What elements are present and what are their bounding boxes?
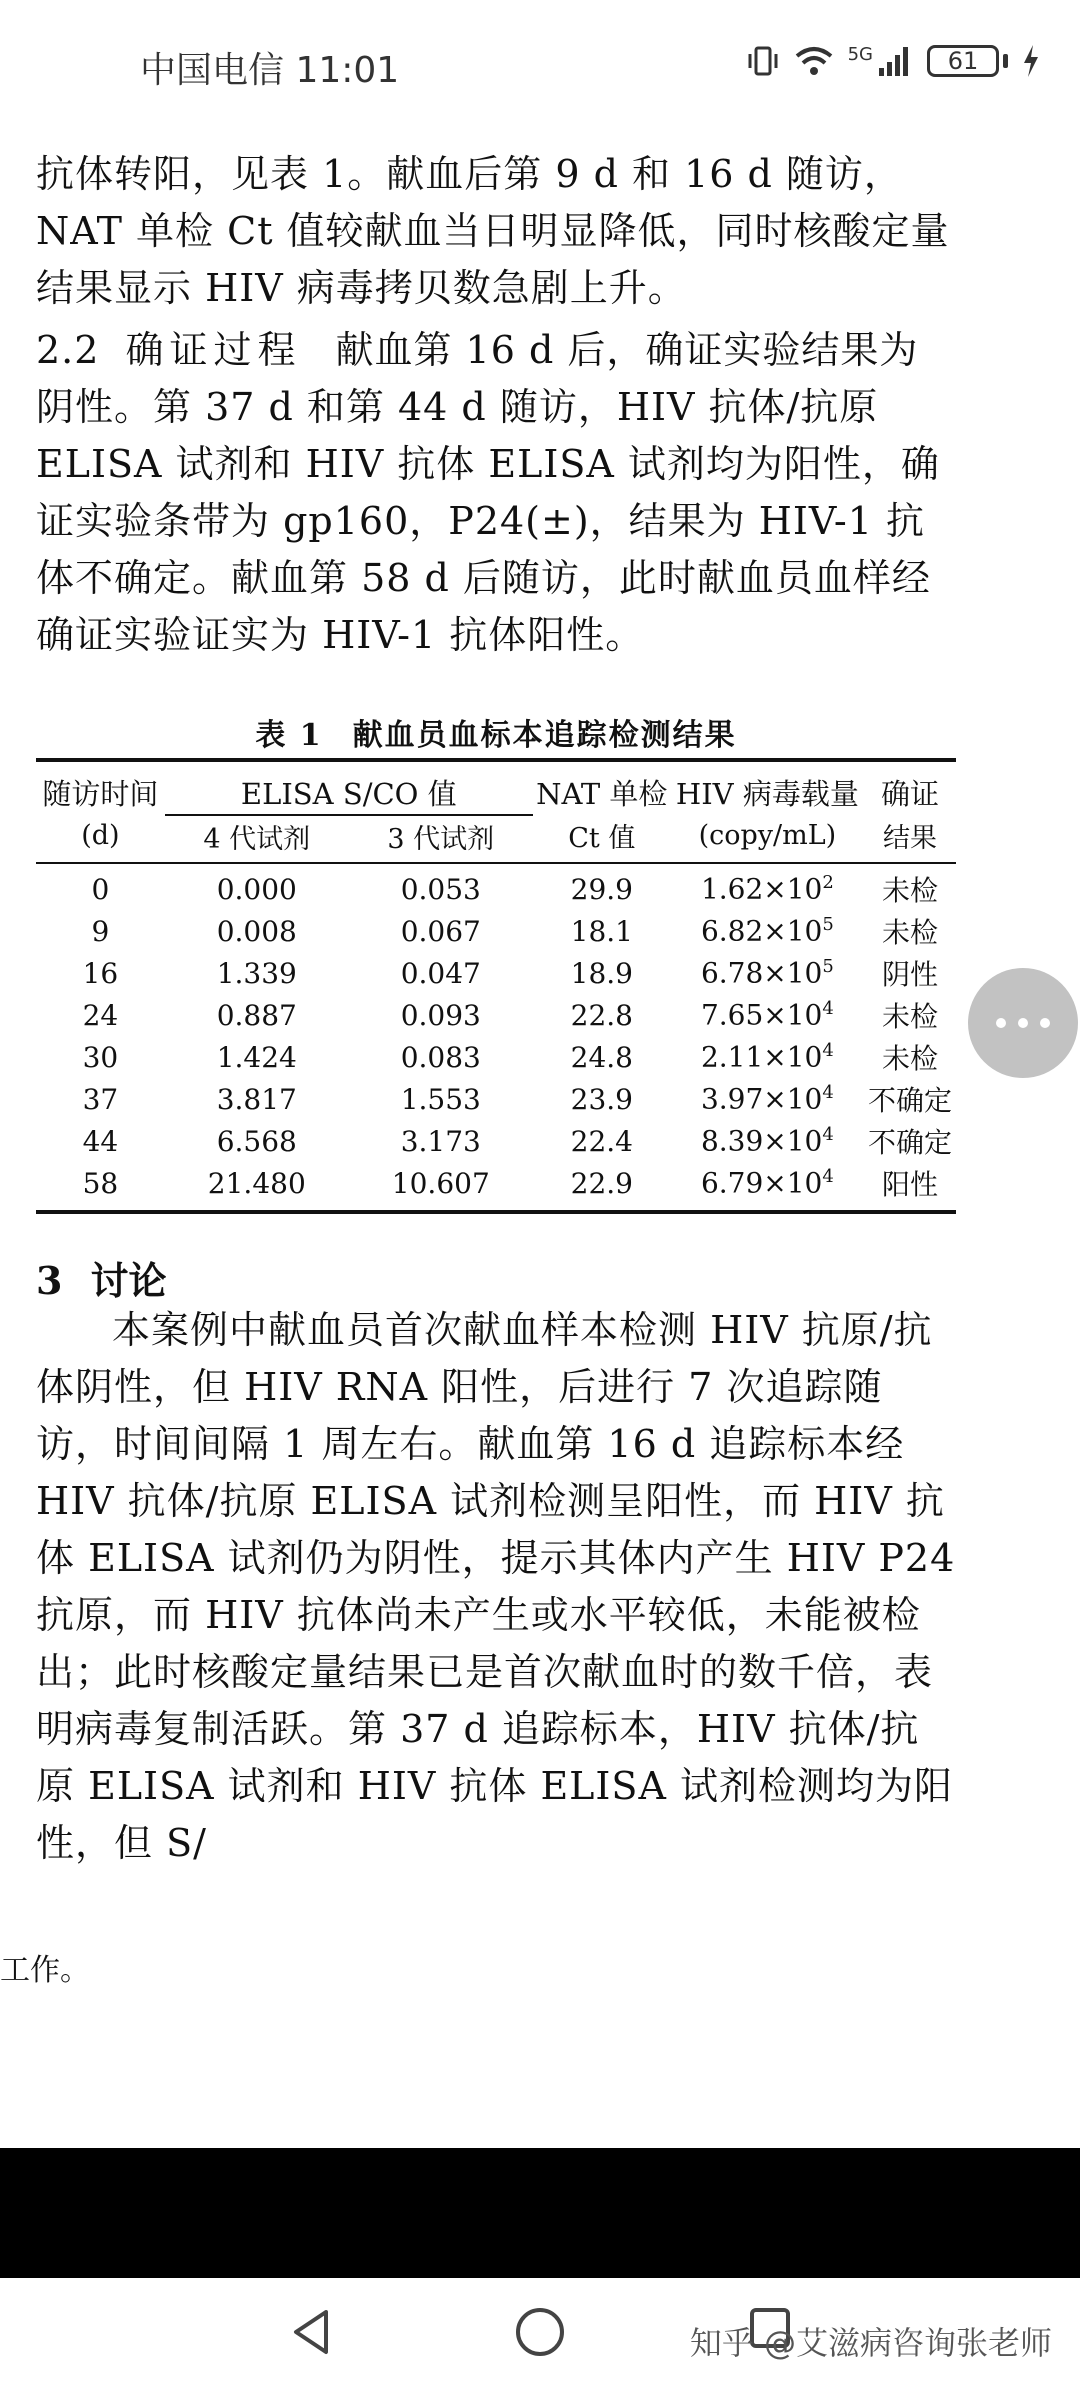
- status-icons: [746, 44, 1040, 78]
- cell-gen4: 0.887: [216, 998, 297, 1032]
- cell-viral-load: [671, 863, 864, 910]
- header-day: 随访时间: [42, 777, 159, 811]
- viral-load-exponent: 2: [822, 872, 834, 894]
- cell-ct: 22.4: [570, 1124, 633, 1158]
- cell-viral-load: [671, 1078, 864, 1120]
- dot-icon: [996, 1018, 1006, 1028]
- table-title: 献血员血标本追踪检测结果: [352, 718, 737, 753]
- cell-gen4: 21.480: [207, 1166, 306, 1200]
- results-table: [36, 758, 956, 1214]
- viral-load-exponent: 5: [822, 956, 834, 978]
- cell-result: 阳性: [881, 1168, 938, 1201]
- table-row: [36, 1162, 956, 1212]
- viral-load-exponent: 4: [822, 1040, 834, 1062]
- watermark: 知乎 @艾滋病咨询张老师: [689, 2324, 1052, 2362]
- cell-day: 44: [82, 1124, 119, 1158]
- home-icon[interactable]: [510, 2302, 570, 2362]
- cell-viral-load: [671, 1162, 864, 1212]
- cell-gen3: 0.067: [400, 914, 481, 948]
- cell-ct: 24.8: [570, 1040, 633, 1074]
- cell-viral-load: [671, 1036, 864, 1078]
- header-gen4: 4 代试剂: [203, 823, 311, 855]
- wifi-icon: [794, 44, 834, 78]
- header-nat: NAT 单检: [536, 777, 668, 811]
- battery-icon: [927, 45, 1008, 77]
- cell-gen3: 3.173: [400, 1124, 481, 1158]
- cell-gen3: 0.047: [400, 956, 481, 990]
- cell-gen4: 6.568: [216, 1124, 297, 1158]
- table-row: [36, 994, 956, 1036]
- cell-gen4: 0.008: [216, 914, 297, 948]
- viral-load-mantissa: 3.97×10: [700, 1082, 823, 1116]
- viral-load-mantissa: 8.39×10: [700, 1124, 823, 1158]
- viral-load-mantissa: 7.65×10: [700, 998, 823, 1032]
- cell-gen4: 3.817: [216, 1082, 297, 1116]
- back-icon[interactable]: [282, 2302, 342, 2362]
- viral-load-exponent: 5: [822, 914, 834, 936]
- cell-viral-load: [671, 952, 864, 994]
- cell-gen3: 10.607: [391, 1166, 490, 1200]
- network-type: 5G: [847, 43, 873, 65]
- cell-day: 37: [82, 1082, 119, 1116]
- paragraph-3: 本案例中献血员首次献血样本检测 HIV 抗原/抗体阴性，但 HIV RNA 阳性，后进行 7 次追踪随访，时间间隔 1 周左右。献血第 16 d 追踪标本经 HIV 抗体/抗原 ELISA 试剂检测呈阳性，而 HIV 抗体 ELISA 试剂仍为阴性，提示其体内产生 HIV P24 抗原，而 HIV 抗体尚未产生或水平较低，未能被检出；此时核酸定量结果已是首次献血时的数千倍，表明病毒复制活跃。第 37 d 追踪标本，HIV 抗体/抗原 ELISA 试剂和 HIV 抗体 ELISA 试剂检测均为阳性，但 S/: [36, 1308, 956, 1865]
- cell-ct: 22.8: [570, 998, 633, 1032]
- battery-level: 61: [947, 47, 979, 75]
- paragraph-2: [36, 322, 956, 664]
- dot-icon: [1018, 1018, 1028, 1028]
- cell-gen4: 0.000: [216, 872, 297, 906]
- header-day-unit: (d): [81, 820, 120, 851]
- header-result: 结果: [882, 823, 937, 854]
- cell-day: 0: [91, 872, 110, 906]
- viral-load-mantissa: 2.11×10: [700, 1040, 823, 1074]
- cell-result: 未检: [881, 874, 938, 907]
- cell-gen3: 1.553: [400, 1082, 481, 1116]
- header-gen3: 3 代试剂: [387, 823, 495, 855]
- more-options-button[interactable]: [968, 968, 1078, 1078]
- black-band: [0, 2148, 1080, 2278]
- paragraph-2-text: 献血第 16 d 后，确证实验结果为阴性。第 37 d 和第 44 d 随访，HIV 抗体/抗原 ELISA 试剂和 HIV 抗体 ELISA 试剂均为阳性，确证实验条带为 gp160，P24(±)，结果为 HIV-1 抗体不确定。献血第 58 d 后随访，此时献血员血样经确证实验证实为 HIV-1 抗体阳性。: [36, 328, 940, 657]
- viral-load-exponent: 4: [822, 1124, 834, 1146]
- table-row: [36, 1078, 956, 1120]
- section-title: 确证过程: [125, 328, 302, 372]
- cell-gen4: 1.339: [216, 956, 297, 990]
- header-viral-load: HIV 病毒载量: [675, 777, 859, 811]
- carrier-time: 中国电信 11:01: [140, 50, 400, 91]
- cell-gen4: 1.424: [216, 1040, 297, 1074]
- header-confirm: 确证: [880, 777, 939, 811]
- cell-result: 不确定: [867, 1084, 952, 1117]
- cell-viral-load: [671, 1120, 864, 1162]
- table-row: [36, 863, 956, 910]
- table-row: [36, 952, 956, 994]
- table-row: [36, 910, 956, 952]
- header-ct: Ct 值: [568, 823, 636, 854]
- section-3-title: 讨论: [90, 1258, 167, 1303]
- cell-result: 阴性: [881, 958, 938, 991]
- section-number: 2.2: [36, 328, 100, 372]
- navigation-bar: [0, 2278, 1080, 2400]
- table-caption: [36, 710, 956, 754]
- section-3-heading: [36, 1250, 166, 1305]
- paragraph-1: 抗体转阳，见表 1。献血后第 9 d 和 16 d 随访，NAT 单检 Ct 值较献血当日明显降低，同时核酸定量结果显示 HIV 病毒拷贝数急剧上升。: [36, 152, 950, 310]
- cell-day: 24: [82, 998, 119, 1032]
- cell-viral-load: [671, 994, 864, 1036]
- viral-load-mantissa: 1.62×10: [700, 872, 823, 906]
- cell-ct: 18.1: [570, 914, 633, 948]
- status-bar: [0, 0, 1080, 130]
- header-elisa: ELISA S/CO 值: [165, 760, 533, 815]
- section-3-number: 3: [36, 1258, 63, 1303]
- cell-result: 未检: [881, 1042, 938, 1075]
- cell-ct: 22.9: [570, 1166, 633, 1200]
- cell-viral-load: [671, 910, 864, 952]
- charging-icon: [1022, 45, 1040, 77]
- viral-load-exponent: 4: [822, 998, 834, 1020]
- cell-result: 未检: [881, 916, 938, 949]
- table-row: [36, 1036, 956, 1078]
- cell-ct: 18.9: [570, 956, 633, 990]
- cell-ct: 29.9: [570, 872, 633, 906]
- viral-load-mantissa: 6.79×10: [700, 1166, 823, 1200]
- vibrate-icon: [746, 44, 780, 78]
- text-fragment: 工作。: [0, 1953, 90, 1988]
- cell-day: 30: [82, 1040, 119, 1074]
- cell-day: 9: [91, 914, 110, 948]
- viral-load-exponent: 4: [822, 1166, 834, 1188]
- signal-icon: [877, 44, 913, 78]
- cell-gen3: 0.053: [400, 872, 481, 906]
- header-vl-unit: (copy/mL): [698, 820, 837, 851]
- cell-gen3: 0.093: [400, 998, 481, 1032]
- cell-day: 58: [82, 1166, 119, 1200]
- viral-load-mantissa: 6.82×10: [700, 914, 823, 948]
- viral-load-mantissa: 6.78×10: [700, 956, 823, 990]
- dot-icon: [1040, 1018, 1050, 1028]
- cell-result: 不确定: [867, 1126, 952, 1159]
- cell-result: 未检: [881, 1000, 938, 1033]
- cell-day: 16: [82, 956, 119, 990]
- table-number: 表 1: [255, 718, 323, 753]
- table-row: [36, 1120, 956, 1162]
- viral-load-exponent: 4: [822, 1082, 834, 1104]
- cell-ct: 23.9: [570, 1082, 633, 1116]
- cell-gen3: 0.083: [400, 1040, 481, 1074]
